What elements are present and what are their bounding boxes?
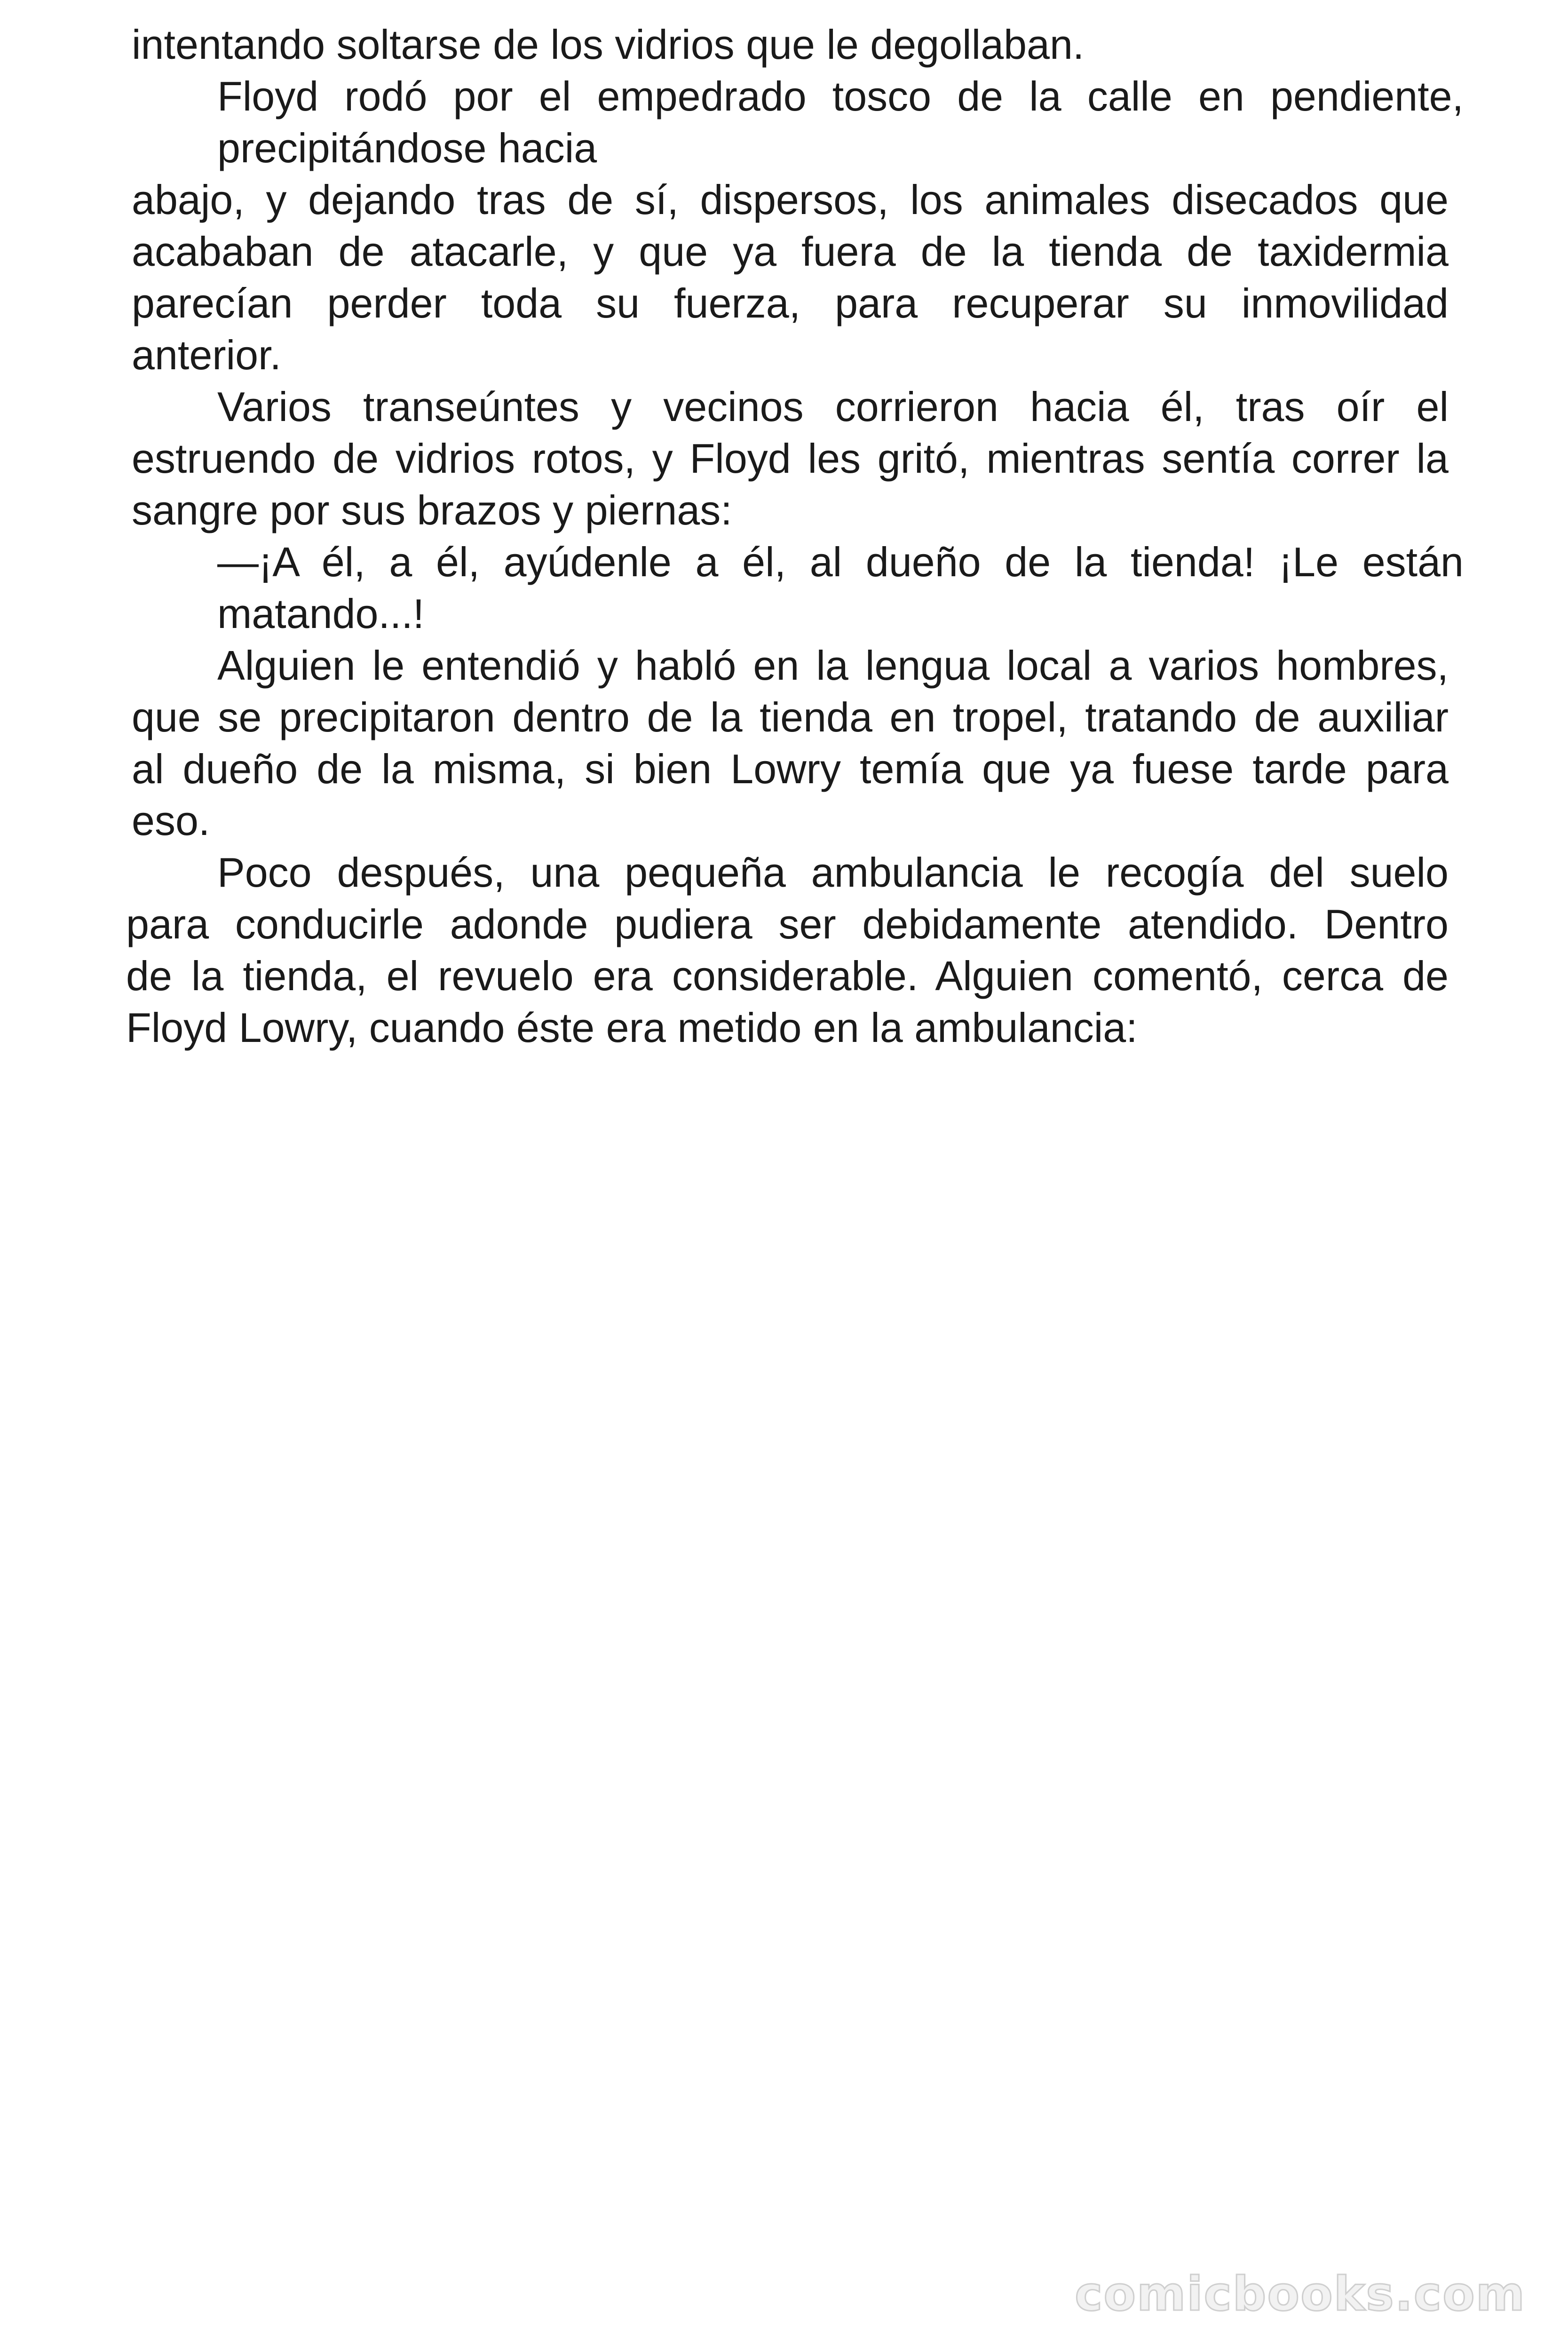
text-line: Varios transeúntes y vecinos corrieron hacia él, tras oír el xyxy=(217,383,1449,430)
text-line: estruendo de vidrios rotos, y Floyd les gritó, mientras sentía correr la xyxy=(132,435,1449,482)
text-line: sangre por sus brazos y piernas: xyxy=(132,487,732,533)
text-line: abajo, y dejando tras de sí, dispersos, los animales disecados que xyxy=(132,176,1449,223)
text-line: anterior. xyxy=(132,332,281,378)
text-line: intentando soltarse de los vidrios que le degollaban. xyxy=(132,21,1085,68)
text-line: parecían perder toda su fuerza, para recuperar su inmovilidad xyxy=(132,280,1449,326)
text-line: acababan de atacarle, y que ya fuera de la tienda de taxidermia xyxy=(132,228,1449,275)
watermark-logo: comicbooks.com xyxy=(1075,2266,1526,2321)
text-line: al dueño de la misma, si bien Lowry temía que ya fuese tarde para xyxy=(132,746,1449,792)
text-line: Floyd rodó por el empedrado tosco de la calle en pendiente, xyxy=(217,73,1464,119)
text-line: de la tienda, el revuelo era considerable. Alguien comentó, cerca de xyxy=(126,953,1449,999)
text-line: —¡A él, a él, ayúdenle a él, al dueño de la tienda! ¡Le están xyxy=(217,539,1464,585)
text-line: precipitándose hacia xyxy=(217,125,597,171)
text-line: eso. xyxy=(132,797,210,844)
text-line: Floyd Lowry, cuando éste era metido en la ambulancia: xyxy=(126,1004,1138,1051)
text-line: Alguien le entendió y habló en la lengua local a varios hombres, xyxy=(217,642,1449,689)
text-line: matando...! xyxy=(217,590,425,637)
text-line: para conducirle adonde pudiera ser debidamente atendido. Dentro xyxy=(126,901,1449,947)
text-line: que se precipitaron dentro de la tienda en tropel, tratando de auxiliar xyxy=(132,694,1449,740)
text-line: Poco después, una pequeña ambulancia le recogía del suelo xyxy=(217,849,1449,896)
